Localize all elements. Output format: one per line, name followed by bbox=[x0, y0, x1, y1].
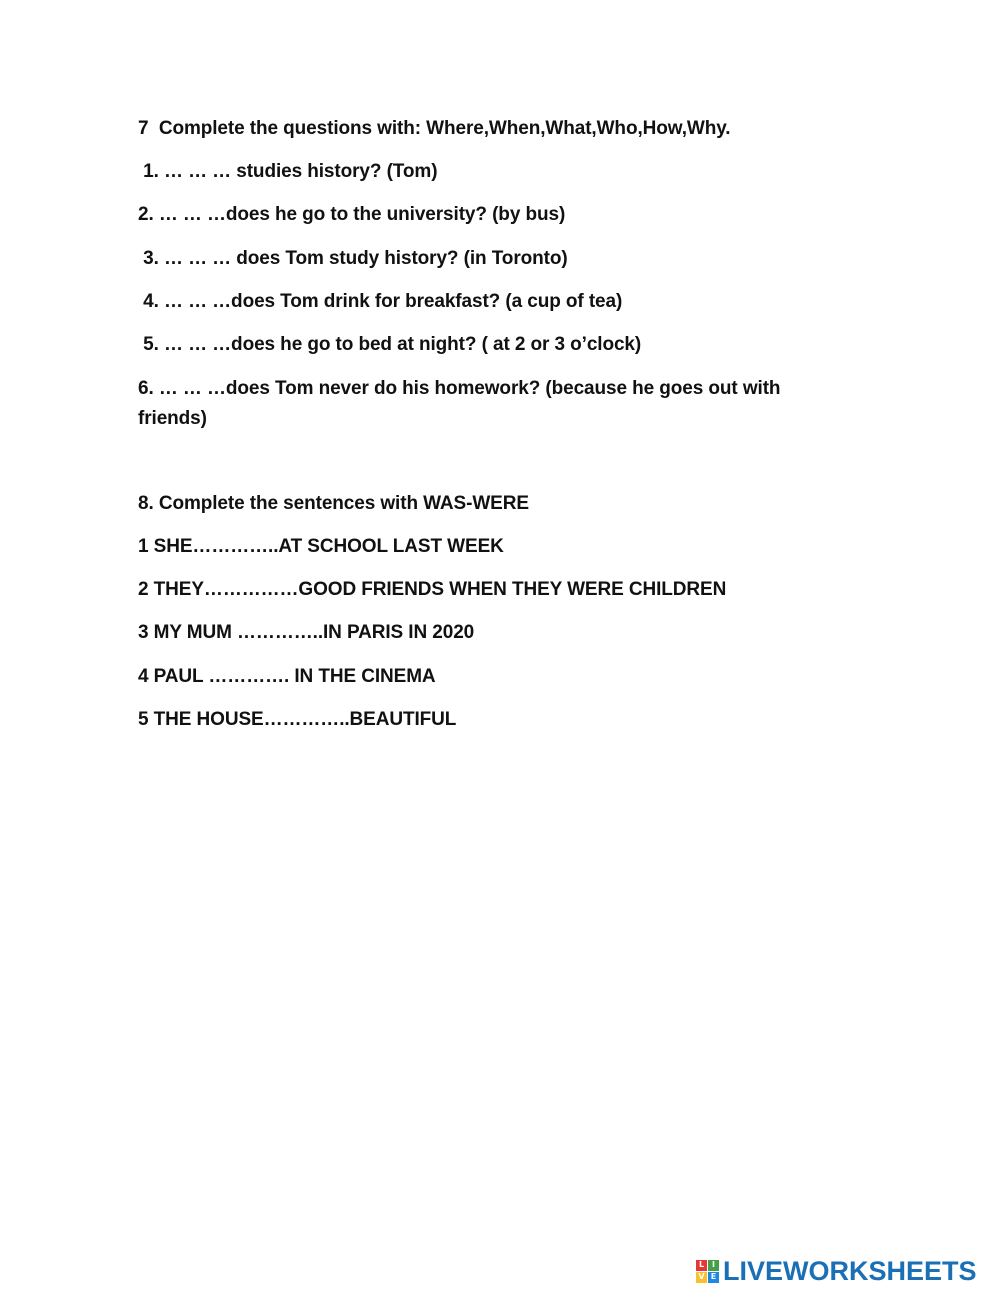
logo-text: LIVEWORKSHEETS bbox=[723, 1255, 977, 1286]
section7-item-6: 6. … … …does Tom never do his homework? (because he goes out with friends) bbox=[138, 378, 781, 429]
section8-item-1: 1 SHE…………..AT SCHOOL LAST WEEK bbox=[138, 536, 504, 557]
logo-block-l: L bbox=[696, 1260, 707, 1271]
section7-item-2: 2. … … …does he go to the university? (by bus) bbox=[138, 204, 566, 225]
section7-item-4: 4. … … …does Tom drink for breakfast? (a cup of tea) bbox=[138, 291, 623, 312]
section8-item-5: 5 THE HOUSE…………..BEAUTIFUL bbox=[138, 709, 457, 730]
section7-heading: 7 Complete the questions with: Where,When,What,Who,How,Why. bbox=[138, 118, 731, 139]
section8-heading: 8. Complete the sentences with WAS-WERE bbox=[138, 493, 529, 514]
logo-block-i: I bbox=[708, 1260, 719, 1271]
section8-item-4: 4 PAUL …………. IN THE CINEMA bbox=[138, 666, 436, 687]
section8-item-2: 2 THEY……………GOOD FRIENDS WHEN THEY WERE CHILDREN bbox=[138, 579, 727, 600]
logo-block-e: E bbox=[708, 1272, 719, 1283]
logo-blocks-icon bbox=[696, 1260, 719, 1283]
section7-item-3: 3. … … … does Tom study history? (in Toronto) bbox=[138, 248, 568, 269]
liveworksheets-logo bbox=[696, 1256, 977, 1286]
section7-item-1: 1. … … … studies history? (Tom) bbox=[138, 161, 438, 182]
section7-item-5: 5. … … …does he go to bed at night? ( at 2 or 3 o’clock) bbox=[138, 334, 642, 355]
logo-block-v: V bbox=[696, 1272, 707, 1283]
section8-item-3: 3 MY MUM …………..IN PARIS IN 2020 bbox=[138, 622, 475, 643]
